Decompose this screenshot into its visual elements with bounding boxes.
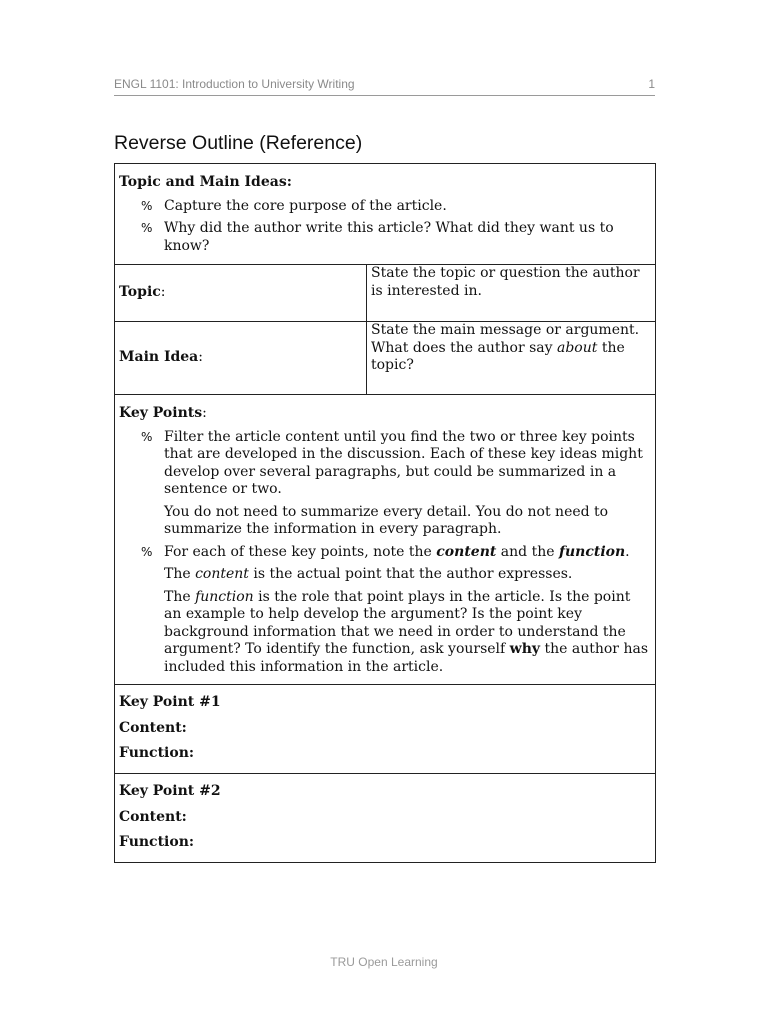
list-item (119, 429, 651, 499)
function-term: function (558, 543, 626, 560)
topic-row (115, 265, 656, 322)
key-points-heading (119, 405, 651, 423)
content-definition-start: The (164, 566, 196, 582)
bullet-text-start: For each of these key points, note the (164, 543, 437, 560)
main-idea-instruction-emphasis: about (557, 339, 598, 356)
content-definition-end: is the actual point that the author expresses. (248, 566, 573, 582)
topic-main-ideas-heading: Topic and Main Ideas: (119, 174, 292, 190)
main-idea-colon: : (198, 349, 203, 366)
topic-instruction-cell (367, 265, 656, 322)
bullet-text-middle: and the (496, 543, 559, 560)
document-title: Reverse Outline (Reference) (114, 132, 363, 154)
function-definition-term: function (195, 588, 254, 605)
topic-colon: : (160, 284, 166, 301)
main-idea-instruction-start: State the main message or argument. What does the author say (371, 322, 640, 356)
bullet-mark: % (141, 544, 153, 559)
topic-instruction: State the topic or question the author is interested in. (371, 265, 640, 299)
key-points-row (115, 395, 656, 685)
key-point-2-content-label: Content: (119, 808, 187, 825)
function-definition-end: the author has included this information in the article. (164, 641, 648, 675)
key-point-1-row (115, 685, 656, 774)
bullet-mark: % (141, 221, 153, 235)
key-point-1-content-label: Content: (119, 719, 187, 736)
key-points-cell (115, 395, 656, 685)
key-point-1-title: Key Point #1 (119, 694, 221, 710)
key-point-2-function-label: Function: (119, 834, 195, 850)
topic-main-ideas-row (115, 164, 656, 265)
key-point-1-function-label: Function: (119, 745, 195, 761)
course-title: ENGL 1101: Introduction to University Writing (114, 77, 355, 91)
bullet-text: Capture the core purpose of the article. (164, 197, 447, 214)
bullet-mark: % (141, 429, 153, 444)
page-header (114, 76, 655, 96)
key-point-2-title: Key Point #2 (119, 783, 221, 799)
main-idea-label: Main Idea (119, 349, 199, 366)
main-idea-label-cell (115, 322, 367, 395)
reverse-outline-table (114, 163, 656, 863)
content-definition (119, 566, 651, 584)
content-definition-term: content (195, 566, 249, 582)
topic-label: Topic (119, 284, 161, 301)
key-point-2-row (115, 774, 656, 863)
key-points-note-1: You do not need to summarize every detail. You do not need to summarize the information in every paragraph. (164, 503, 609, 537)
key-point-2-cell[interactable] (115, 774, 656, 863)
bullet-text: Why did the author write this article? What did they want us to know? (164, 220, 614, 254)
bullet-text: Filter the article content until you find the two or three key points that are developed in the discussion. Each of these key ideas might develop over several paragraphs, but could be summarized in a sentence or two. (164, 428, 643, 497)
function-definition-start: The (164, 588, 196, 605)
why-emphasis: why (509, 641, 541, 657)
topic-label-cell (115, 265, 367, 322)
bullet-mark: % (141, 198, 153, 213)
page-number: 1 (648, 77, 655, 91)
key-points-colon: : (202, 405, 207, 421)
list-item (119, 198, 651, 216)
list-item (119, 544, 651, 562)
list-item (119, 220, 651, 255)
page-footer: TRU Open Learning (330, 955, 438, 969)
bullet-text-end: . (625, 543, 630, 560)
key-point-1-cell[interactable] (115, 685, 656, 774)
function-definition (119, 589, 651, 677)
content-term: content (436, 543, 497, 560)
main-idea-instruction-end: the topic? (371, 339, 625, 373)
main-idea-row (115, 322, 656, 395)
main-idea-instruction-cell (367, 322, 656, 395)
key-points-label: Key Points (119, 405, 203, 421)
topic-main-ideas-cell (115, 164, 656, 265)
function-definition-middle: is the role that point plays in the article. Is the point an example to help develop the argument? Is the point key background information that we need in order to understand the argument? To identify the function, ask yourself (164, 588, 631, 657)
